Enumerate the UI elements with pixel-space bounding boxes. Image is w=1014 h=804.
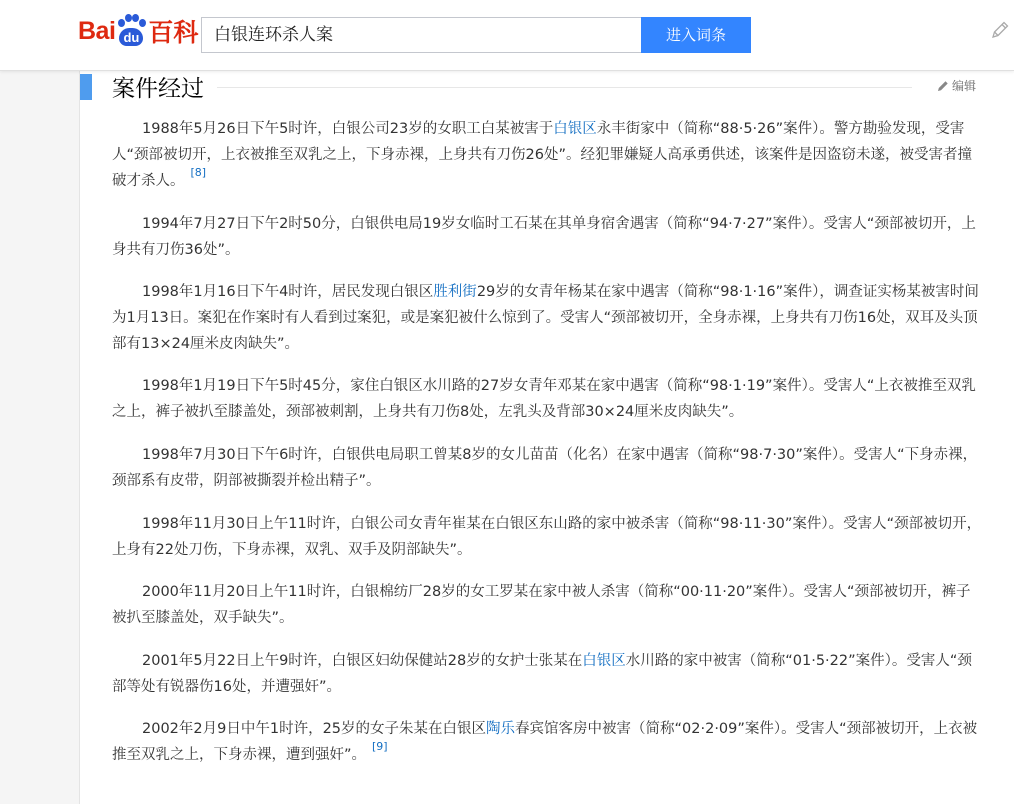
reference-link[interactable]: [8] (190, 166, 207, 179)
paragraph-text: 1998年1月19日下午5时45分，家住白银区水川路的27岁女青年邓某在家中遇害（简称“98·1·19”案件）。受害人“上衣被推至双乳之上，裤子被扒至膝盖处，颈部被刺割，上身共有刀伤8处，左乳头及背部30×24厘米皮肉缺失”。 (112, 378, 976, 420)
paragraph (112, 579, 982, 631)
edit-label: 编辑 (952, 79, 977, 93)
edit-section-link[interactable] (937, 77, 976, 94)
paw-icon (116, 14, 146, 48)
section-marker (80, 74, 92, 100)
paragraph-text: 水川路的家中被害（简称“01·5·22”案件）。受害人“颈部等处有锐器伤16处，并遭强奸”。 (112, 653, 972, 695)
taole-link[interactable]: 陶乐 (486, 721, 516, 737)
reference-link[interactable]: [9] (372, 740, 388, 753)
left-gutter (0, 71, 80, 804)
logo-du-text: du (119, 28, 143, 46)
paragraph-text: 1988年5月26日下午5时许，白银公司23岁的女职工白某被害于 (142, 121, 554, 137)
pencil-icon[interactable] (990, 20, 1010, 40)
paragraph-text: 1998年7月30日下午6时许，白银供电局职工曾某8岁的女儿苗苗（化名）在家中遇害（简称“98·7·30”案件）。受害人“下身赤裸，颈部系有皮带，阴部被撕裂并检出精子”。 (112, 447, 978, 489)
paragraph (112, 116, 982, 194)
paragraph-text: 2001年5月22日上午9时许，白银区妇幼保健站28岁的女护士张某在 (142, 653, 583, 669)
enter-entry-button[interactable]: 进入词条 (641, 17, 751, 53)
baiyin-district-link[interactable]: 白银区 (582, 653, 626, 669)
paragraph (112, 373, 982, 425)
article-content (80, 71, 1014, 804)
shengli-street-link[interactable]: 胜利街 (433, 284, 477, 300)
pencil-icon (937, 80, 949, 92)
paragraph (112, 511, 982, 563)
paragraph-text: 2002年2月9日中午1时许，25岁的女子朱某在白银区 (142, 721, 487, 737)
paragraph (112, 442, 982, 494)
paragraph-text: 永丰街家中（简称“88·5·26”案件）。警方勘验发现，受害人“颈部被切开，上衣被推至双乳之上，下身赤裸，上身共有刀伤26处”。经犯罪嫌疑人高承勇供述，该案件是因盗窃未遂，被受害者撞破才杀人。 (112, 121, 972, 189)
paragraph-text: 2000年11月20日上午11时许，白银棉纺厂28岁的女工罗某在家中被人杀害（简称“00·11·20”案件）。受害人“颈部被切开，裤子被扒至膝盖处，双手缺失”。 (112, 584, 971, 626)
paragraph-text: 29岁的女青年杨某在家中遇害（简称“98·1·16”案件），调查证实杨某被害时间为1月13日。案犯在作案时有人看到过案犯，或是案犯被什么惊到了。受害人“颈部被切开，全身赤裸，上身共有刀伤16处，双耳及头顶部有13×24厘米皮肉缺失”。 (112, 284, 979, 352)
paragraph-text: 1998年11月30日上午11时许，白银公司女青年崔某在白银区东山路的家中被杀害（简称“98·11·30”案件）。受害人“颈部被切开，上身有22处刀伤，下身赤裸，双乳、双手及阴部缺失”。 (112, 516, 982, 558)
logo-baike-text: 百科 (148, 19, 199, 47)
header (0, 0, 1014, 71)
paragraph (112, 279, 982, 357)
baiyin-district-link[interactable]: 白银区 (553, 121, 597, 137)
paragraph (112, 648, 982, 700)
paragraph-text: 春宾馆客房中被害（简称“02·2·09”案件）。受害人“颈部被切开，上衣被推至双乳之上，下身赤裸，遭到强奸”。 (112, 721, 978, 763)
paragraph-text: 1998年1月16日下午4时许，居民发现白银区 (142, 284, 434, 300)
paragraph (112, 211, 982, 263)
logo-bai-text: Bai (78, 16, 116, 45)
search-input[interactable]: 白银连环杀人案 (201, 17, 641, 53)
section-divider (217, 87, 912, 88)
baidu-baike-logo[interactable] (78, 13, 198, 49)
paragraph-text: 1994年7月27日下午2时50分，白银供电局19岁女临时工石某在其单身宿舍遇害（简称“94·7·27”案件）。受害人“颈部被切开，上身共有刀伤36处”。 (112, 216, 976, 258)
paragraph (112, 716, 982, 768)
section-title: 案件经过 (112, 76, 204, 102)
